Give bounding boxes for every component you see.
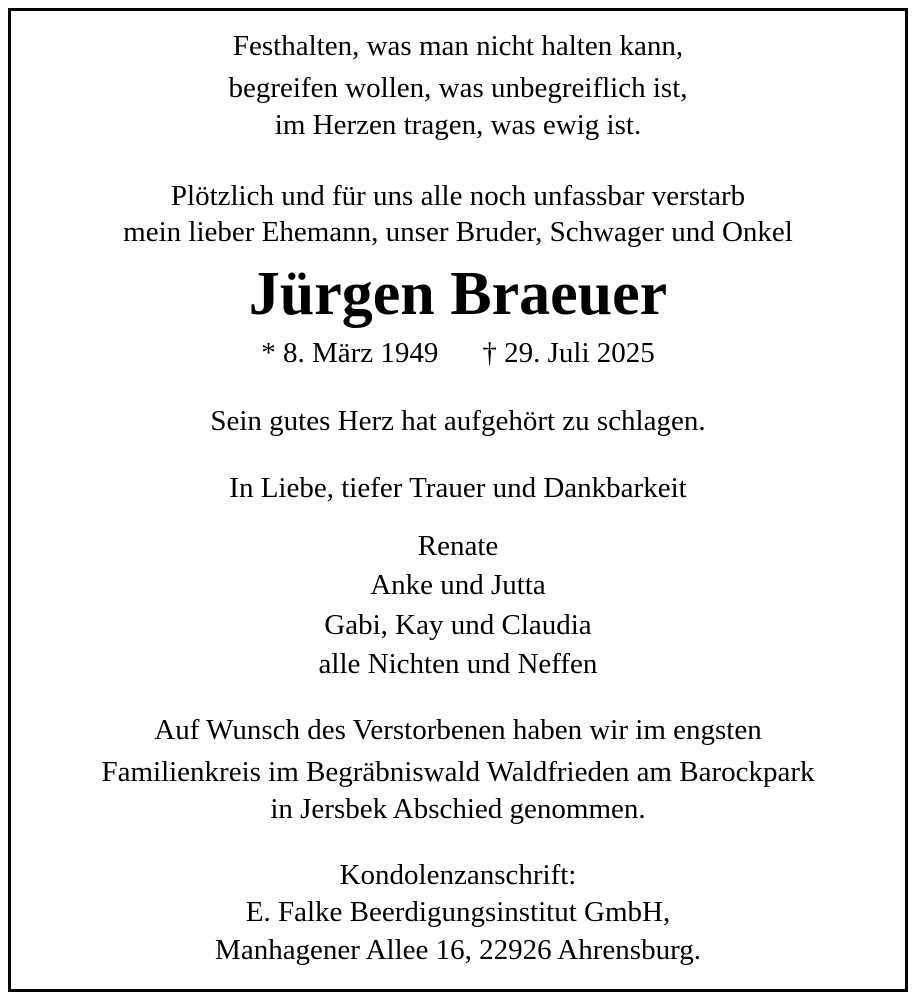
death-date: † 29. Juli 2025	[482, 337, 655, 369]
mourner-4: alle Nichten und Neffen	[318, 648, 598, 680]
intro-line-2: mein lieber Ehemann, unser Bruder, Schwager und Onkel	[123, 216, 793, 248]
condolence-address: Manhagener Allee 16, 22926 Ahrensburg.	[215, 934, 701, 966]
mourner-2: Anke und Jutta	[370, 569, 546, 601]
mourner-1: Renate	[417, 530, 499, 562]
condolence-label: Kondolenzanschrift:	[339, 859, 577, 891]
farewell-line-2: Familienkreis im Begräbniswald Waldfrieden am Barockpark	[101, 756, 815, 788]
condolence-company: E. Falke Beerdigungsinstitut GmbH,	[245, 896, 671, 928]
deceased-name: Jürgen Braeuer	[248, 260, 668, 328]
farewell-line-3: in Jersbek Abschied genommen.	[270, 793, 646, 825]
life-dates	[0, 334, 916, 372]
motto-line-1: Festhalten, was man nicht halten kann,	[232, 30, 684, 62]
intro-line-1: Plötzlich und für uns alle noch unfassbar verstarb	[170, 180, 746, 212]
motto-line-3: im Herzen tragen, was ewig ist.	[274, 109, 642, 141]
farewell-line-1: Auf Wunsch des Verstorbenen haben wir im engsten	[154, 714, 762, 746]
mourner-3: Gabi, Kay und Claudia	[324, 609, 592, 641]
birth-date: * 8. März 1949	[261, 337, 439, 369]
mourning-line: In Liebe, tiefer Trauer und Dankbarkeit	[229, 472, 687, 504]
heart-line: Sein gutes Herz hat aufgehört zu schlagen.	[210, 405, 706, 437]
motto-line-2: begreifen wollen, was unbegreiflich ist,	[228, 72, 688, 104]
